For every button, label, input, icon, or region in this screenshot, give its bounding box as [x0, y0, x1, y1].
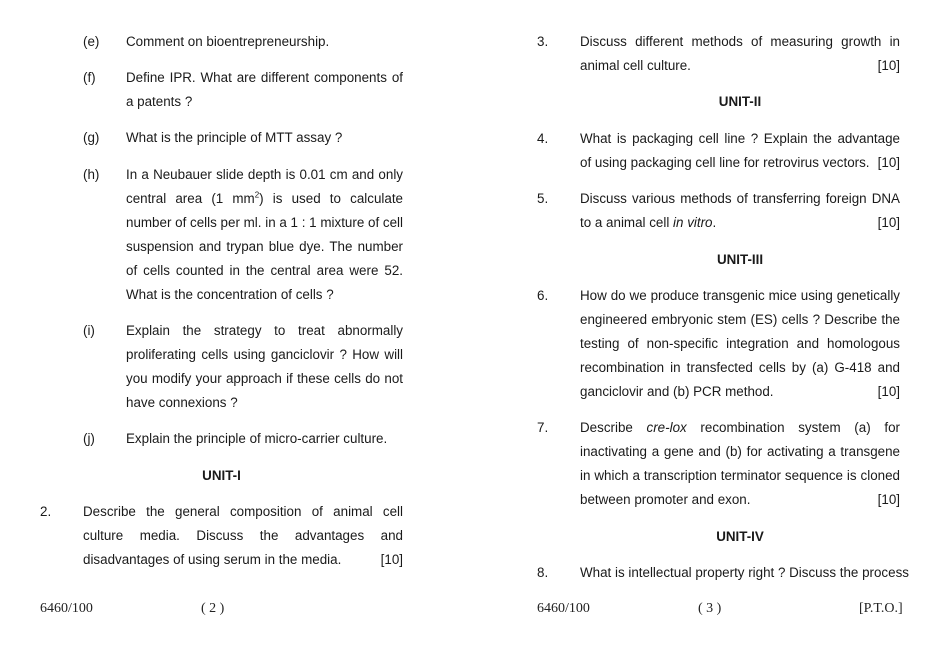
page-2 — [0, 0, 470, 648]
marks: [10] — [877, 492, 900, 507]
text-part: ) is used to calculate number of cells per ml. in a 1 : 1 mixture of cell suspension and trypan blue dye. The number of cells counted in the central area were 52. What is the concentration of cells ? — [126, 191, 403, 302]
question-number: 4. — [537, 131, 549, 146]
unit-heading: UNIT-IV — [716, 529, 764, 544]
unit-heading: UNIT-III — [716, 252, 764, 267]
question-body: Discuss various methods of transferring foreign DNA to a animal cell — [580, 191, 900, 230]
footer-code: 6460/100 — [40, 601, 93, 616]
question-number: 8. — [537, 565, 549, 580]
sub-question-label: (e) — [83, 34, 100, 49]
sub-question-text: Explain the principle of micro-carrier culture. — [126, 431, 388, 446]
marks: [10] — [380, 552, 403, 567]
marks: [10] — [877, 155, 900, 170]
sub-question-text: Define IPR. What are different components of a patents ? — [126, 70, 403, 109]
question-body: How do we produce transgenic mice using genetically engineered embryonic stem (ES) cells ? Describe the testing of non-specific integration and homologous recombination in transfected cells by (a) G-418 and ganciclovir and (b) PCR method. — [580, 288, 900, 399]
footer-page-number: ( 2 ) — [201, 601, 225, 616]
marks: [10] — [877, 58, 900, 73]
question-number: 2. — [40, 504, 52, 519]
question-text — [580, 187, 900, 235]
question-number: 6. — [537, 288, 549, 303]
sub-question-text: Explain the strategy to treat abnormally proliferating cells using ganciclovir ? How will you modify your approach if these cells do not have connexions ? — [126, 323, 403, 410]
question-body: recombination system (a) for inactivating a gene and (b) for activating a transgene in which a transcription terminator sequence is cloned between promoter and exon. — [580, 420, 900, 507]
footer-pto: [P.T.O.] — [859, 601, 903, 616]
sub-question-text: What is the principle of MTT assay ? — [126, 130, 343, 145]
question-text — [580, 416, 900, 512]
question-text — [580, 127, 900, 175]
sub-question-label: (g) — [83, 130, 100, 145]
question-number: 7. — [537, 420, 549, 435]
question-text — [580, 30, 900, 78]
question-text — [580, 284, 900, 404]
marks: [10] — [877, 384, 900, 399]
question-body: Describe — [580, 420, 647, 435]
question-text: What is intellectual property right ? Discuss the process — [580, 565, 909, 580]
question-number: 3. — [537, 34, 549, 49]
question-number: 5. — [537, 191, 549, 206]
sub-question-label: (j) — [83, 431, 95, 446]
footer-page-number: ( 3 ) — [698, 601, 722, 616]
page-3 — [470, 0, 943, 648]
question-body: What is packaging cell line ? Explain the advantage of using packaging cell line for retrovirus vectors. — [580, 131, 900, 170]
sub-question-label: (i) — [83, 323, 95, 338]
unit-heading: UNIT-I — [202, 468, 241, 483]
sub-question-text: Comment on bioentrepreneurship. — [126, 34, 330, 49]
sub-question-label: (h) — [83, 167, 100, 182]
question-body: Discuss different methods of measuring growth in animal cell culture. — [580, 34, 900, 73]
italic-term: cre-lox — [646, 420, 687, 435]
question-body: . — [712, 215, 717, 230]
question-body: Describe the general composition of animal cell culture media. Discuss the advantages and disadvantages of using serum in the media. — [83, 504, 403, 567]
footer-code: 6460/100 — [537, 601, 590, 616]
sub-question-text — [126, 163, 403, 307]
sub-question-label: (f) — [83, 70, 96, 85]
marks: [10] — [877, 215, 900, 230]
italic-term: in vitro — [673, 215, 713, 230]
unit-heading: UNIT-II — [718, 94, 762, 109]
text-part: In a Neubauer slide depth is 0.01 cm and only central area (1 mm — [126, 167, 403, 206]
question-text — [83, 500, 403, 572]
superscript: 2 — [254, 190, 260, 200]
